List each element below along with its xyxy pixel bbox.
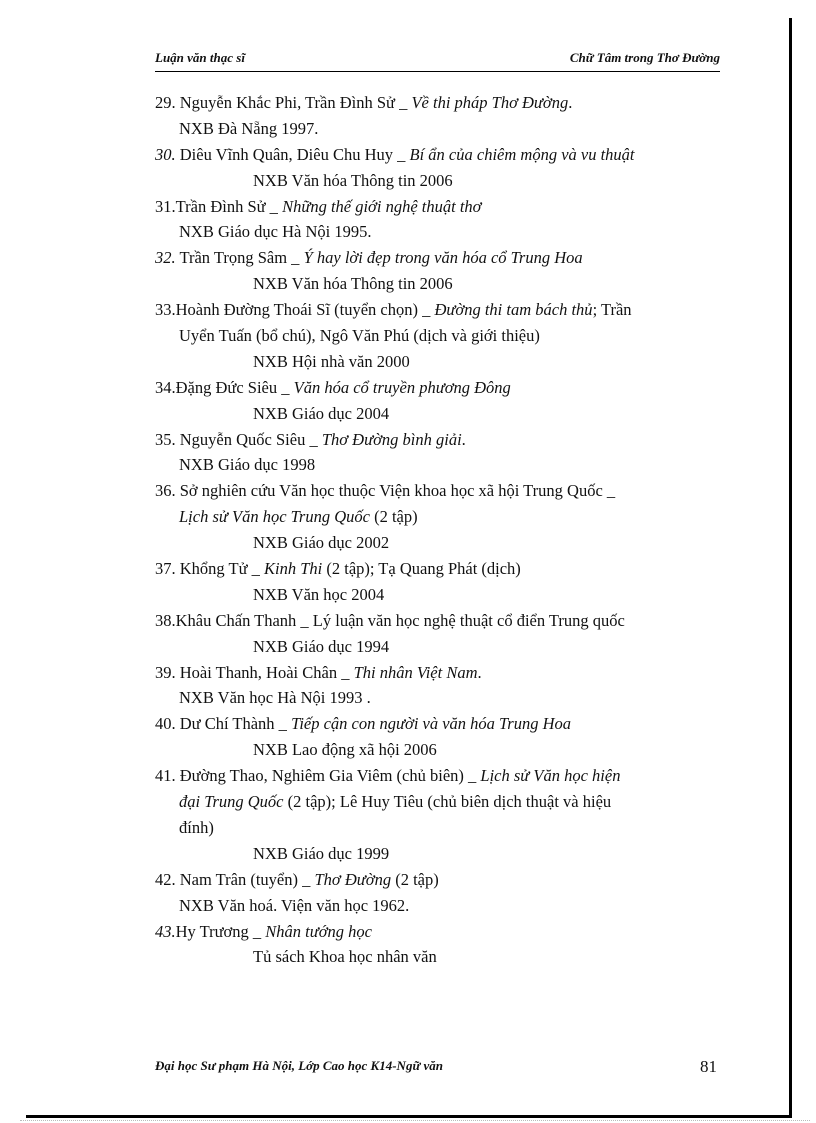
reference-39-publisher: NXB Văn học Hà Nội 1993 . <box>179 688 371 708</box>
reference-29: 29. Nguyễn Khắc Phi, Trần Đình Sử _ Về thi pháp Thơ Đường. <box>155 93 573 112</box>
reference-32: 32. Trần Trọng Sâm _ Ý hay lời đẹp trong văn hóa cổ Trung Hoa <box>155 248 583 268</box>
reference-41-publisher: NXB Giáo dục 1999 <box>253 843 390 863</box>
reference-37: 37. Khổng Tử _ Kinh Thi (2 tập); Tạ Quang Phát (dịch) <box>155 559 521 579</box>
reference-33: 33.Hoành Đường Thoái Sĩ (tuyển chọn) _ Đường thi tam bách thủ; Trần <box>155 300 632 320</box>
reference-33-continuation: Uyển Tuấn (bổ chú), Ngô Văn Phú (dịch và giới thiệu) <box>179 326 540 346</box>
reference-34: 34.Đặng Đức Siêu _ Văn hóa cổ truyền phương Đông <box>155 377 511 397</box>
reference-36-publisher: NXB Giáo dục 2002 <box>253 533 390 553</box>
reference-37-publisher: NXB Văn học 2004 <box>253 584 385 604</box>
reference-30: 30. Diêu Vĩnh Quân, Diêu Chu Huy _ Bí ẩn của chiêm mộng và vu thuật <box>155 144 635 164</box>
reference-38-publisher: NXB Giáo dục 1994 <box>253 636 390 656</box>
reference-29-publisher: NXB Đà Nẵng 1997. <box>179 118 319 138</box>
reference-41: 41. Đường Thao, Nghiêm Gia Viêm (chủ biên) _ Lịch sử Văn học hiện <box>155 766 621 786</box>
reference-41-continuation-2: đính) <box>179 817 214 837</box>
page-number: 81 <box>700 1057 717 1076</box>
reference-30-publisher: NXB Văn hóa Thông tin 2006 <box>253 170 453 190</box>
reference-list <box>155 90 730 970</box>
reference-31: 31.Trần Đình Sử _ Những thế giới nghệ thuật thơ <box>155 196 482 216</box>
reference-35: 35. Nguyễn Quốc Siêu _ Thơ Đường bình giải. <box>155 429 466 449</box>
reference-38: 38.Khâu Chấn Thanh _ Lý luận văn học nghệ thuật cổ điển Trung quốc <box>155 610 625 630</box>
reference-36: 36. Sở nghiên cứu Văn học thuộc Viện khoa học xã hội Trung Quốc _ <box>155 481 616 501</box>
page-edge-divider <box>20 1120 810 1121</box>
reference-42: 42. Nam Trân (tuyển) _ Thơ Đường (2 tập) <box>155 869 439 889</box>
reference-43: 43.Hy Trương _ Nhân tướng học <box>155 921 372 941</box>
reference-36-title: Lịch sử Văn học Trung Quốc (2 tập) <box>179 507 418 527</box>
header-rule <box>155 71 720 72</box>
reference-41-continuation: đại Trung Quốc (2 tập); Lê Huy Tiêu (chủ biên dịch thuật và hiệu <box>179 792 612 812</box>
header-right: Chữ Tâm trong Thơ Đường <box>569 50 720 65</box>
reference-40: 40. Dư Chí Thành _ Tiếp cận con người và văn hóa Trung Hoa <box>155 714 572 734</box>
reference-35-publisher: NXB Giáo dục 1998 <box>179 455 316 475</box>
reference-34-publisher: NXB Giáo dục 2004 <box>253 403 390 423</box>
reference-33-publisher: NXB Hội nhà văn 2000 <box>253 351 410 371</box>
reference-39: 39. Hoài Thanh, Hoài Chân _ Thi nhân Việt Nam. <box>155 662 482 682</box>
reference-43-publisher: Tủ sách Khoa học nhân văn <box>253 947 437 967</box>
header-left: Luận văn thạc sĩ <box>155 50 245 65</box>
running-footer: Đại học Sư phạm Hà Nội, Lớp Cao học K14-Ngữ văn <box>155 1058 443 1073</box>
reference-31-publisher: NXB Giáo dục Hà Nội 1995. <box>179 222 372 242</box>
running-header <box>155 50 720 72</box>
reference-32-publisher: NXB Văn hóa Thông tin 2006 <box>253 274 453 294</box>
reference-40-publisher: NXB Lao động xã hội 2006 <box>253 740 437 760</box>
reference-42-publisher: NXB Văn hoá. Viện văn học 1962. <box>179 895 410 915</box>
